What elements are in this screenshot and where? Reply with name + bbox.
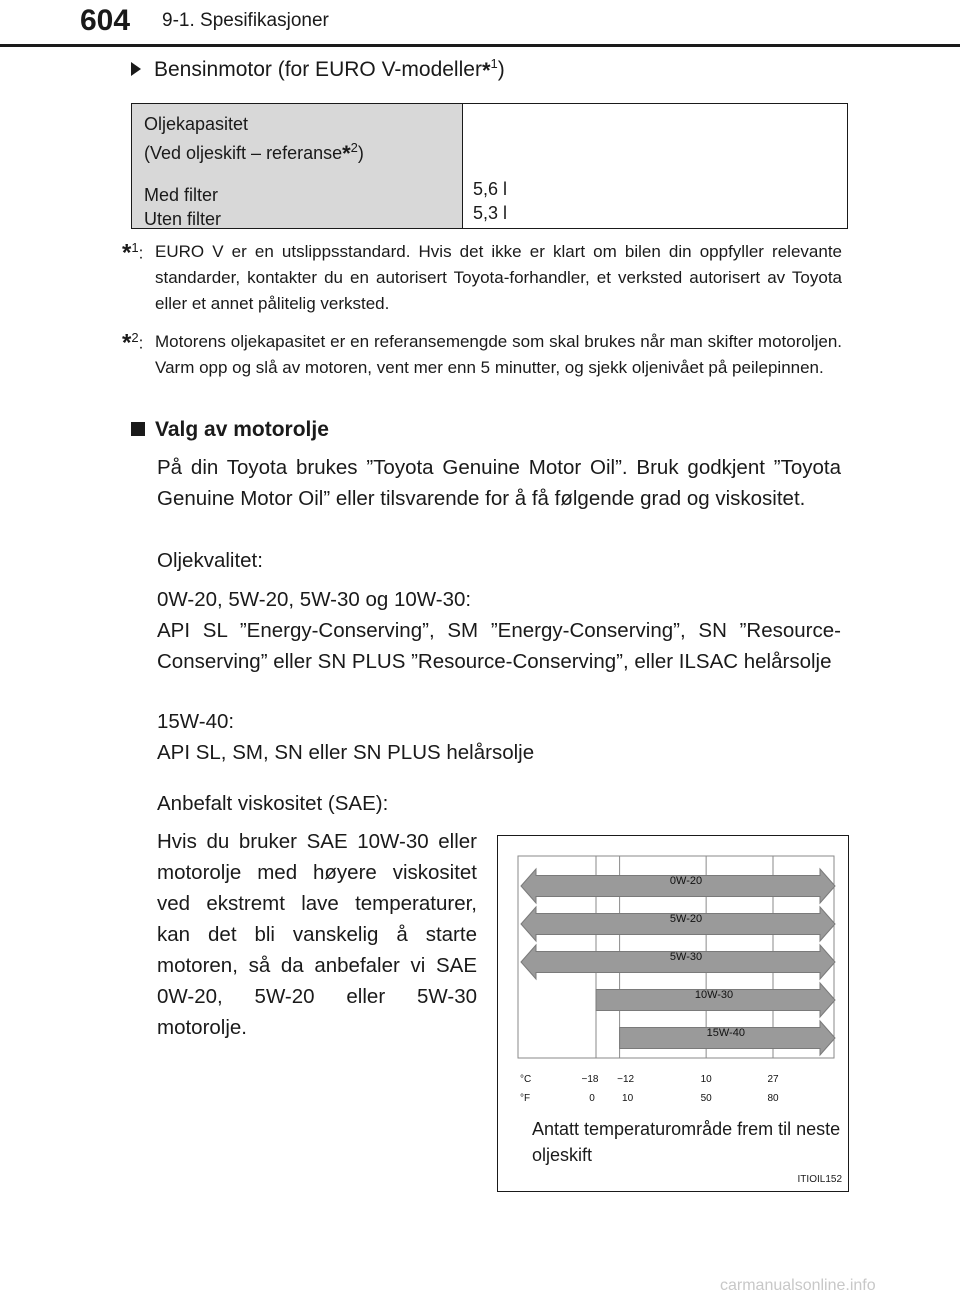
celsius-tick-label: −12 bbox=[617, 1074, 635, 1085]
asterisk-icon: * bbox=[122, 239, 132, 267]
footnote-text: EURO V er en utslippsstandard. Hvis det ikke er klart om bilen din oppfyller relevante standarder, kontakter du en autorisert Toyota-forhandler, et verksted autorisert av Toyota eller et annet pålitelig verksted. bbox=[155, 242, 842, 313]
subhead-footnote-mark: 1 bbox=[490, 56, 498, 71]
range-bar-label: 10W-30 bbox=[694, 989, 734, 1001]
fahrenheit-tick-label: 0 bbox=[589, 1093, 595, 1104]
footnote-text: Motorens oljekapasitet er en referansemengde som skal brukes når man skifter motoroljen. Varm opp og slå av motoren, vent mer enn 5 minutter, og sjekk oljenivået på peilepinnen. bbox=[155, 332, 842, 377]
table-title-line1: Oljekapasitet bbox=[144, 114, 249, 134]
asterisk-icon: * bbox=[481, 58, 491, 83]
section-heading-text: Valg av motorolje bbox=[155, 418, 329, 441]
fahrenheit-tick-label: 80 bbox=[767, 1093, 779, 1104]
chart-caption: Antatt temperaturområde frem til neste oljeskift bbox=[532, 1119, 841, 1165]
footnote-number: 2 bbox=[131, 330, 139, 345]
fahrenheit-tick-label: 50 bbox=[700, 1093, 712, 1104]
table-title-text: (Ved oljeskift – referanse bbox=[144, 143, 343, 163]
celsius-unit-label: °C bbox=[520, 1074, 532, 1085]
intro-paragraph: På din Toyota brukes ”Toyota Genuine Motor Oil”. Bruk godkjent ”Toyota Genuine Motor Oil” eller tilsvarende for å få følgende grad og viskositet. bbox=[157, 456, 841, 510]
subhead-text: Bensinmotor (for EURO V-modeller bbox=[154, 58, 482, 81]
range-bar-label: 5W-20 bbox=[669, 913, 703, 925]
engine-subhead bbox=[131, 56, 505, 84]
viscosity-chart bbox=[497, 835, 849, 1192]
viscosity-paragraph: Hvis du bruker SAE 10W-30 eller motorolje med høyere viskositet ved ekstremt lave temperaturer, kan det bli vanskelig å starte motoren, så da anbefaler vi SAE 0W-20, 5W-20 eller 5W-30 motorolje. bbox=[157, 830, 477, 1039]
subhead-close: ) bbox=[497, 58, 505, 81]
table-label-column bbox=[132, 104, 463, 228]
grade-group-2: 15W-40: bbox=[157, 710, 235, 733]
table-title-line2 bbox=[144, 136, 450, 166]
quality-label: Oljekvalitet: bbox=[157, 549, 263, 572]
table-value-column bbox=[463, 104, 847, 228]
footnote-number: 1 bbox=[131, 240, 139, 255]
range-bar-label: 15W-40 bbox=[706, 1027, 745, 1039]
watermark: carmanualsonline.info bbox=[720, 1277, 876, 1294]
footnote-mark: *$^2$: bbox=[122, 329, 144, 357]
footnote-mark: *$^1$: bbox=[122, 239, 144, 267]
table-row-value: 5,3 l bbox=[473, 203, 508, 223]
range-bar-label: 5W-30 bbox=[669, 951, 703, 963]
square-bullet-icon bbox=[131, 422, 145, 436]
triangle-bullet-icon bbox=[131, 62, 141, 76]
grade-group-1: 0W-20, 5W-20, 5W-30 og 10W-30: bbox=[157, 588, 472, 611]
footnote-2 bbox=[122, 329, 842, 381]
table-title-close: ) bbox=[357, 143, 364, 163]
section-heading bbox=[131, 418, 329, 442]
range-bar-label: 0W-20 bbox=[669, 875, 703, 887]
table-row-value: 5,6 l bbox=[473, 179, 508, 199]
oil-capacity-table bbox=[131, 103, 848, 229]
page-number: 604 bbox=[80, 4, 131, 37]
table-row-label: Med filter bbox=[144, 185, 219, 205]
grade-group-2-text: API SL, SM, SN eller SN PLUS helårsolje bbox=[157, 741, 535, 764]
viscosity-label: Anbefalt viskositet (SAE): bbox=[157, 792, 389, 815]
header-rule bbox=[0, 44, 960, 47]
celsius-tick-label: 27 bbox=[767, 1074, 779, 1085]
figure-code: ITIOIL152 bbox=[797, 1174, 842, 1185]
asterisk-icon: * bbox=[342, 141, 351, 166]
asterisk-icon: * bbox=[122, 329, 132, 357]
fahrenheit-tick-label: 10 bbox=[622, 1093, 634, 1104]
footnote-1 bbox=[122, 239, 842, 317]
celsius-tick-label: 10 bbox=[700, 1074, 712, 1085]
celsius-tick-label: −18 bbox=[581, 1074, 599, 1085]
grade-group-1-text: API SL ”Energy-Conserving”, SM ”Energy-Conserving”, SN ”Resource-Conserving” eller SN PLUS ”Resource-Conserving”, eller ILSAC helårsolje bbox=[157, 619, 841, 673]
table-title-mark: 2 bbox=[350, 140, 358, 155]
section-title: 9-1. Spesifikasjoner bbox=[162, 10, 329, 31]
table-row-label: Uten filter bbox=[144, 209, 222, 229]
fahrenheit-unit-label: °F bbox=[520, 1093, 531, 1104]
